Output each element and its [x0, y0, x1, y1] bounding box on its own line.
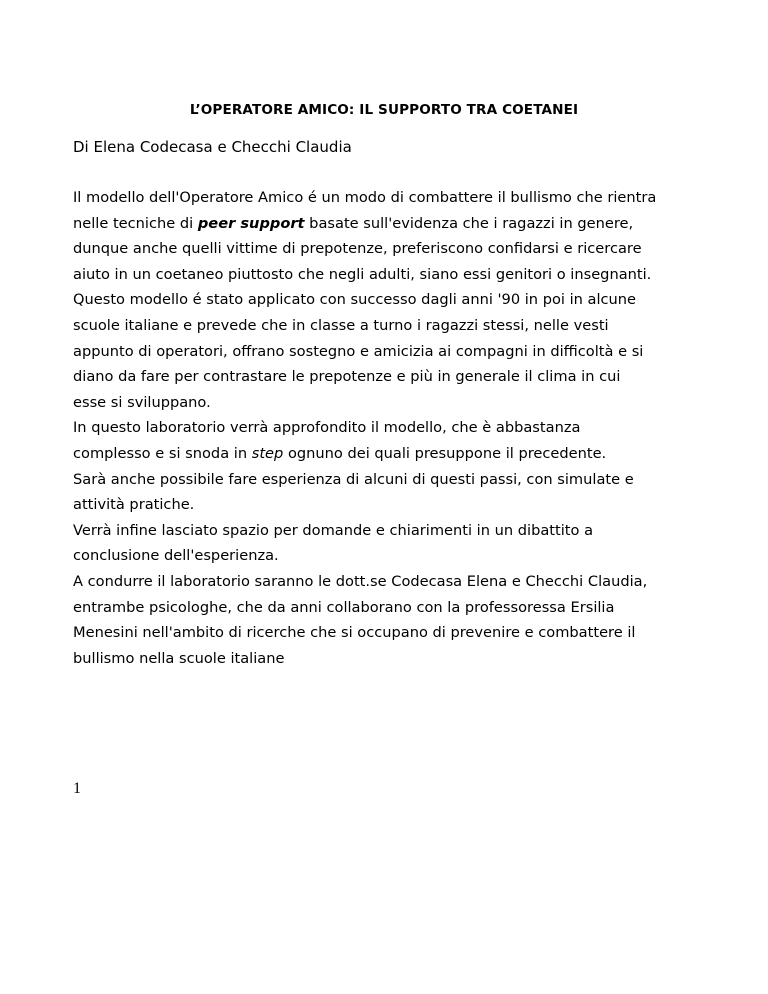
- text-line: A condurre il laboratorio saranno le dott.se Codecasa Elena e Checchi Claudia,: [73, 572, 648, 590]
- text-segment: complesso e si snoda in: [73, 444, 252, 462]
- text-line: appunto di operatori, offrano sostegno e amicizia ai compagni in difficoltà e si: [73, 342, 644, 360]
- text-line: dunque anche quelli vittime di prepotenze, preferiscono confidarsi e ricercare: [73, 240, 642, 258]
- text-segment: nelle tecniche di: [73, 214, 198, 232]
- text-segment: basate sull'evidenza che i ragazzi in genere,: [304, 214, 634, 232]
- document-title: L’OPERATORE AMICO: IL SUPPORTO TRA COETANEI: [189, 102, 579, 118]
- emphasis-peer-support: peer support: [197, 214, 305, 232]
- text-line: Il modello dell'Operatore Amico é un modo di combattere il bullismo che rientra: [73, 189, 657, 206]
- text-line: aiuto in un coetaneo piuttosto che negli adulti, siano essi genitori o insegnanti.: [73, 265, 652, 283]
- text-segment: ognuno dei quali presuppone il precedente.: [283, 444, 607, 462]
- text-line: conclusione dell'esperienza.: [73, 547, 279, 565]
- text-line: [73, 441, 723, 467]
- text-line: attività pratiche.: [73, 496, 195, 514]
- text-line: Verrà infine lasciato spazio per domande e chiarimenti in un dibattito a: [73, 521, 594, 539]
- text-line: entrambe psicologhe, che da anni collaborano con la professoressa Ersilia: [73, 598, 615, 616]
- text-line: diano da fare per contrastare le prepotenze e più in generale il clima in cui: [73, 368, 621, 386]
- document-author: Di Elena Codecasa e Checchi Claudia: [73, 138, 352, 156]
- text-line: Menesini nell'ambito di ricerche che si occupano di prevenire e combattere il: [73, 624, 636, 642]
- text-line: bullismo nella scuole italiane: [73, 649, 285, 667]
- text-line: scuole italiane e prevede che in classe a turno i ragazzi stessi, nelle vesti: [73, 316, 609, 334]
- body-paragraph: [73, 185, 723, 671]
- text-line: In questo laboratorio verrà approfondito il modello, che è abbastanza: [73, 419, 581, 437]
- text-line: Sarà anche possibile fare esperienza di alcuni di questi passi, con simulate e: [73, 470, 634, 488]
- text-line: esse si sviluppano.: [73, 393, 211, 411]
- page-number: 1: [73, 780, 81, 797]
- text-line: [73, 211, 723, 237]
- text-line: Questo modello é stato applicato con successo dagli anni '90 in poi in alcune: [73, 291, 637, 309]
- emphasis-step: step: [251, 444, 284, 462]
